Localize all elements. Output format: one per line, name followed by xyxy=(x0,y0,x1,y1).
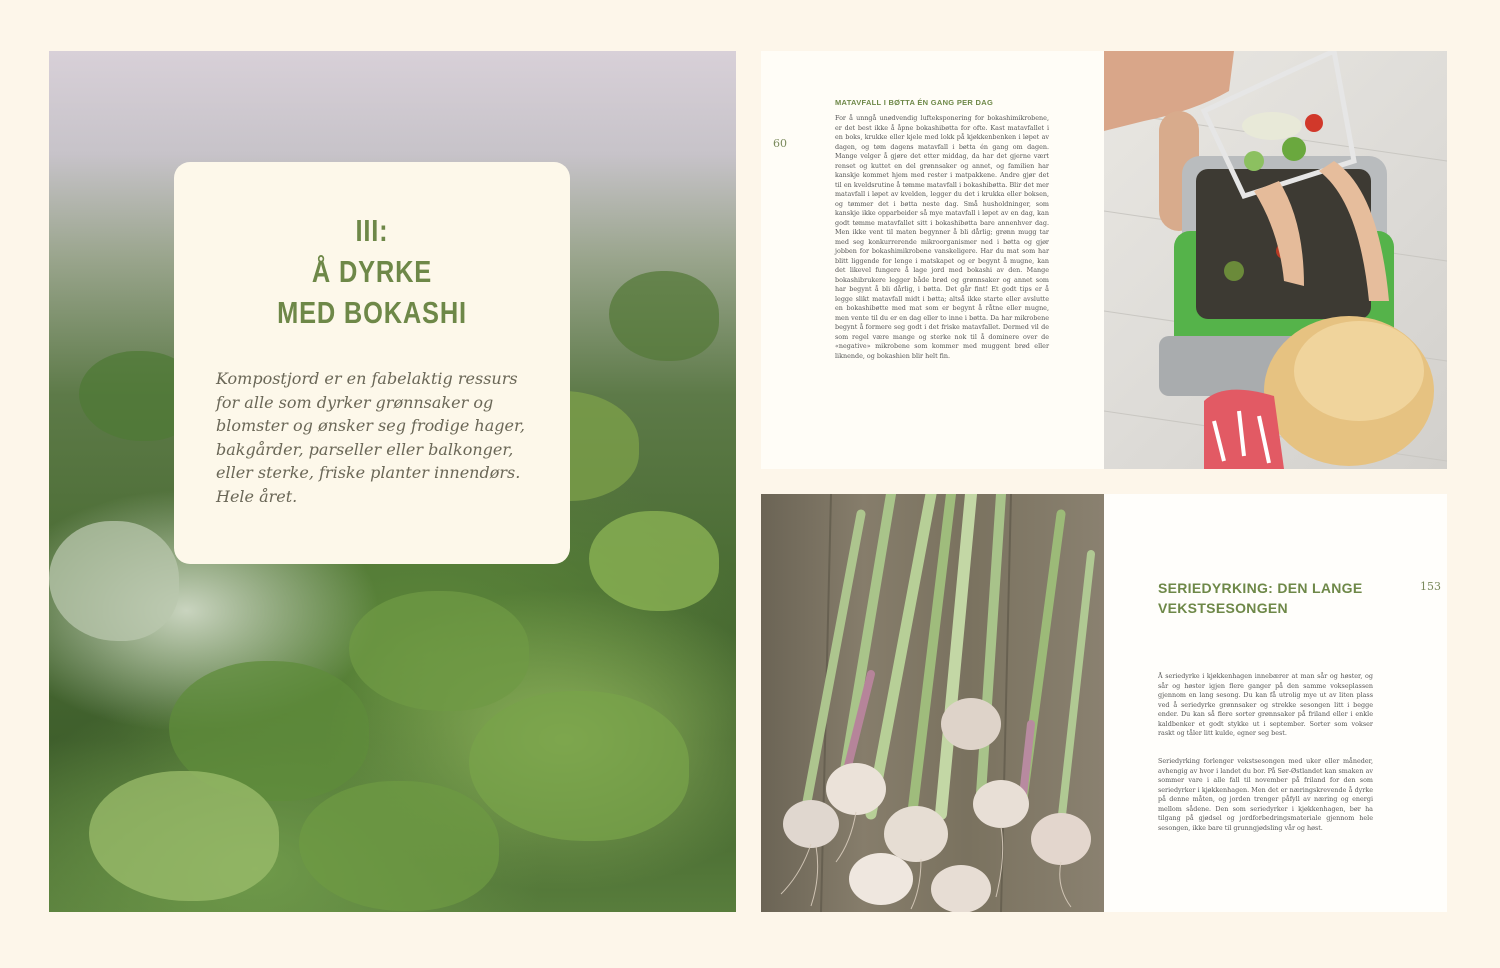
garden-photo xyxy=(49,51,736,912)
child-bokashi-photo xyxy=(1104,51,1447,469)
chapter-title-line: Å DYRKE xyxy=(311,254,433,289)
section-heading: SERIEDYRKING: DEN LANGE VEKSTSESONGEN xyxy=(1158,580,1363,616)
text-page-153 xyxy=(1104,494,1447,912)
garlic-illustration xyxy=(761,494,1104,912)
section-heading: MATAVFALL I BØTTA ÉN GANG PER DAG xyxy=(835,98,994,107)
garlic-photo xyxy=(761,494,1104,912)
body-text: For å unngå unødvendig lufteksponering for bokashimikrobene, er det best ikke å åpne bokashibøtta for ofte. Kast matavfallet i en boks, krukke eller kjele med lokk på kjøkkenbenken i løpet av dagen, og tøm dagens matavfall i bøtta én gang om dagen. Mange velger å gjøre det etter middag, da har det gjerne vært renset og kuttet en del grønnsaker og annet, og familien har kanskje kommet hjem med rester i matpakkene. Andre gjør det til en kveldsrutine å tømme matavfall i bokashibøtta. Blir det mer matavfall i løpet av kvelden, legger du det i krukka eller boksen, og tømmer det i bøtta neste dag. Små husholdninger, som kanskje ikke opparbeider så mye matavfall i løpet av en dag, kan godt tømme matavfallet sitt i bokashibøtta bare annenhver dag. Men ikke vent til maten begynner å bli dårlig; grønn mugg tar med seg konkurrerende mikroorganismer ned i bøtta og gjør jobben for bokashimikrobene vanskeligere. Har du mat som har blitt liggende for lenge i matskapet og er begynt å mugne, kan det likevel fungere å lage jord med bokashi av den. Mange bokashibrukere legger både brød og grønnsaker og annet som har begynt å bli dårlig, i bøtta. Det går fint! Et godt tips er å legge slikt matavfall midt i bøtta; altså ikke starte eller avslutte en bokashibøtte med mat som er begynt å råtne eller mugne, men vente til du er en dag eller to inne i bøtta. Da har mikrobene begynt å formere seg godt i det friske matavfallet. Dermed vil de som regel være mange og sterke nok til å dominere over de «negative» mikrobene som kommer med muggent brød eller liknende, og bokashien blir helt fin. xyxy=(835,114,1049,360)
page-number: 60 xyxy=(773,137,787,150)
body-text: Seriedyrking forlenger vekstsesongen med uker eller måneder, avhengig av hvor i landet du bor. På Sør-Østlandet kan smaken av sommer vare i alle fall til november på friland for den som seriedyrker i kjøkkenhagen. Men det er næringskrevende å dyrke på denne måten, og jorden trenger påfyll av næring og energi mellom sådene. Den som seriedyrker i kjøkkenhagen, bør ha tilgang på gjødsel og jordforbedringsmateriale gjennom hele sesongen, ikke bare til grunngjødsling vår og høst. xyxy=(1158,757,1373,832)
page-spread-153 xyxy=(761,494,1447,912)
chapter-title xyxy=(210,210,535,333)
page-number: 153 xyxy=(1420,580,1441,593)
page-spread-60 xyxy=(761,51,1447,469)
child-bokashi-illustration xyxy=(1104,51,1447,469)
chapter-title-card xyxy=(174,162,570,564)
body-text: Å seriedyrke i kjøkkenhagen innebærer at man sår og høster, og sår og høster igjen flere ganger på den samme vokseplassen gjennom en lang sesong. Du kan få utrolig mye ut av liten plass ved å seriedyrke grønnsaker og strekke sesongen litt i begge ender. Du kan så flere sorter grønnsaker på friland eller i enkle kaldbenker et godt stykke ut i september. Sorter som vokser raskt og tåler litt kulde, egner seg best. xyxy=(1158,672,1373,737)
text-page-60 xyxy=(761,51,1104,469)
chapter-title-line: MED BOKASHI xyxy=(277,295,467,330)
chapter-title-line: III: xyxy=(355,213,389,248)
chapter-intro: Kompostjord er en fabelaktig ressurs for alle som dyrker grønnsaker og blomster og ønsker seg frodige hager, bakgårder, parseller eller balkonger, eller sterke, friske planter innendørs. Hele året. xyxy=(216,369,525,506)
